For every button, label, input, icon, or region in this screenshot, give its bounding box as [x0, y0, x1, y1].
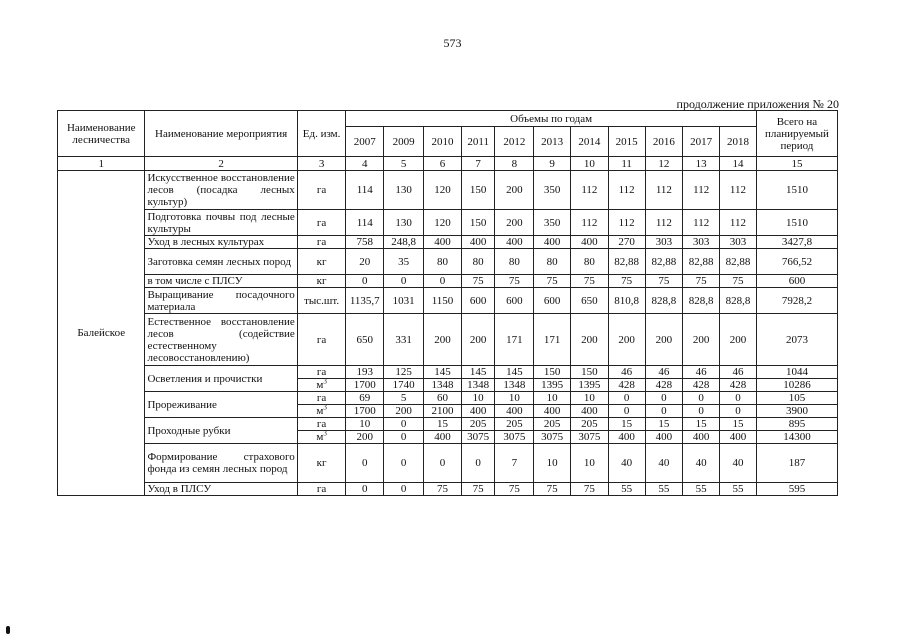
value-cell: 35: [384, 249, 424, 275]
value-cell: 400: [534, 405, 571, 418]
unit-cell: кг: [297, 444, 346, 483]
header-unit: Ед. изм.: [297, 111, 346, 157]
value-cell: 828,8: [645, 288, 683, 314]
value-cell: 60: [424, 392, 462, 405]
unit-cell: га: [297, 210, 346, 236]
total-cell: 1044: [756, 366, 837, 379]
table-row: [58, 236, 838, 249]
value-cell: 1395: [534, 379, 571, 392]
total-cell: 600: [756, 275, 837, 288]
value-cell: 650: [570, 288, 608, 314]
value-cell: 400: [534, 236, 571, 249]
value-cell: 15: [424, 418, 462, 431]
value-cell: 1740: [384, 379, 424, 392]
year-header-cell: 2016: [645, 127, 683, 157]
value-cell: 114: [346, 171, 384, 210]
event-name-cell: Формирование страхового фонда из семян лесных пород: [145, 444, 297, 483]
event-name-cell: Осветления и прочистки: [145, 366, 297, 392]
value-cell: 46: [720, 366, 757, 379]
value-cell: 112: [720, 210, 757, 236]
value-cell: 0: [608, 405, 645, 418]
column-index-row: [58, 157, 838, 171]
table-row: [58, 314, 838, 366]
value-cell: 112: [645, 171, 683, 210]
total-cell: 2073: [756, 314, 837, 366]
value-cell: 200: [683, 314, 720, 366]
value-cell: 650: [346, 314, 384, 366]
value-cell: 40: [645, 444, 683, 483]
value-cell: 3075: [495, 431, 534, 444]
column-index-cell: 13: [683, 157, 720, 171]
value-cell: 200: [424, 314, 462, 366]
total-cell: 105: [756, 392, 837, 405]
value-cell: 0: [384, 431, 424, 444]
value-cell: 3075: [534, 431, 571, 444]
value-cell: 5: [384, 392, 424, 405]
value-cell: 40: [720, 444, 757, 483]
year-header-cell: 2010: [424, 127, 462, 157]
value-cell: 112: [683, 210, 720, 236]
total-cell: 766,52: [756, 249, 837, 275]
value-cell: 20: [346, 249, 384, 275]
value-cell: 80: [534, 249, 571, 275]
value-cell: 80: [570, 249, 608, 275]
value-cell: 303: [645, 236, 683, 249]
value-cell: 75: [683, 275, 720, 288]
year-header-cell: 2011: [461, 127, 494, 157]
column-index-cell: 5: [384, 157, 424, 171]
year-header-cell: 2015: [608, 127, 645, 157]
value-cell: 400: [608, 431, 645, 444]
value-cell: 82,88: [683, 249, 720, 275]
year-header-cell: 2013: [534, 127, 571, 157]
value-cell: 15: [608, 418, 645, 431]
table-row: [58, 210, 838, 236]
value-cell: 75: [720, 275, 757, 288]
value-cell: 2100: [424, 405, 462, 418]
unit-cell: кг: [297, 249, 346, 275]
year-header-cell: 2007: [346, 127, 384, 157]
value-cell: 0: [424, 275, 462, 288]
value-cell: 400: [461, 236, 494, 249]
table-row: [58, 171, 838, 210]
scan-artifact-mark: [6, 626, 10, 634]
value-cell: 400: [461, 405, 494, 418]
value-cell: 10: [495, 392, 534, 405]
value-cell: 0: [346, 483, 384, 496]
value-cell: 75: [461, 275, 494, 288]
total-cell: 187: [756, 444, 837, 483]
column-index-cell: 8: [495, 157, 534, 171]
unit-cell: кг: [297, 275, 346, 288]
header-event: Наименование мероприятия: [145, 111, 297, 157]
column-index-cell: 9: [534, 157, 571, 171]
value-cell: 55: [608, 483, 645, 496]
value-cell: 69: [346, 392, 384, 405]
column-index-cell: 12: [645, 157, 683, 171]
page-number: 573: [443, 36, 462, 50]
column-index-cell: 6: [424, 157, 462, 171]
value-cell: 200: [720, 314, 757, 366]
value-cell: 75: [424, 483, 462, 496]
value-cell: 130: [384, 171, 424, 210]
value-cell: 80: [461, 249, 494, 275]
appendix-continuation-label: продолжение приложения № 20: [676, 97, 839, 111]
value-cell: 145: [424, 366, 462, 379]
value-cell: 428: [720, 379, 757, 392]
value-cell: 193: [346, 366, 384, 379]
value-cell: 112: [570, 210, 608, 236]
value-cell: 400: [570, 405, 608, 418]
unit-cell: га: [297, 366, 346, 379]
value-cell: 400: [683, 431, 720, 444]
year-header-cell: 2014: [570, 127, 608, 157]
superscript-3: 3: [323, 378, 327, 386]
value-cell: 10: [346, 418, 384, 431]
value-cell: 0: [346, 444, 384, 483]
value-cell: 15: [683, 418, 720, 431]
value-cell: 171: [495, 314, 534, 366]
value-cell: 10: [534, 392, 571, 405]
unit-cell: га: [297, 236, 346, 249]
value-cell: 810,8: [608, 288, 645, 314]
value-cell: 0: [384, 444, 424, 483]
value-cell: 150: [534, 366, 571, 379]
value-cell: 15: [645, 418, 683, 431]
value-cell: 75: [570, 275, 608, 288]
value-cell: 75: [495, 483, 534, 496]
value-cell: 112: [645, 210, 683, 236]
column-index-cell: 15: [756, 157, 837, 171]
value-cell: 15: [720, 418, 757, 431]
value-cell: 40: [608, 444, 645, 483]
total-cell: 14300: [756, 431, 837, 444]
value-cell: 1700: [346, 379, 384, 392]
unit-cell: тыс.шт.: [297, 288, 346, 314]
value-cell: 40: [683, 444, 720, 483]
event-name-cell: Уход в ПЛСУ: [145, 483, 297, 496]
value-cell: 46: [645, 366, 683, 379]
value-cell: 0: [384, 483, 424, 496]
column-index-cell: 3: [297, 157, 346, 171]
value-cell: 0: [720, 392, 757, 405]
value-cell: 82,88: [645, 249, 683, 275]
value-cell: 0: [384, 418, 424, 431]
value-cell: 828,8: [720, 288, 757, 314]
table-row: [58, 275, 838, 288]
value-cell: 3075: [461, 431, 494, 444]
value-cell: 75: [461, 483, 494, 496]
superscript-3: 3: [323, 404, 327, 412]
value-cell: 0: [608, 392, 645, 405]
value-cell: 303: [720, 236, 757, 249]
value-cell: 350: [534, 171, 571, 210]
value-cell: 1348: [495, 379, 534, 392]
total-cell: 895: [756, 418, 837, 431]
value-cell: 55: [645, 483, 683, 496]
value-cell: 0: [346, 275, 384, 288]
value-cell: 331: [384, 314, 424, 366]
value-cell: 1348: [461, 379, 494, 392]
value-cell: 7: [495, 444, 534, 483]
value-cell: 3075: [570, 431, 608, 444]
unit-cell: га: [297, 418, 346, 431]
value-cell: 150: [461, 171, 494, 210]
value-cell: 400: [495, 405, 534, 418]
header-row: [58, 111, 838, 127]
table-row: [58, 483, 838, 496]
header-forestry: Наименование лесничества: [58, 111, 145, 157]
event-name-cell: Проходные рубки: [145, 418, 297, 444]
total-cell: 7928,2: [756, 288, 837, 314]
value-cell: 270: [608, 236, 645, 249]
table-row: [58, 366, 838, 379]
value-cell: 0: [424, 444, 462, 483]
value-cell: 0: [645, 405, 683, 418]
value-cell: 600: [461, 288, 494, 314]
value-cell: 428: [645, 379, 683, 392]
value-cell: 114: [346, 210, 384, 236]
value-cell: 205: [495, 418, 534, 431]
value-cell: 130: [384, 210, 424, 236]
value-cell: 600: [495, 288, 534, 314]
table-row: [58, 418, 838, 431]
value-cell: 46: [683, 366, 720, 379]
value-cell: 82,88: [720, 249, 757, 275]
event-name-cell: Искусственное восстановление лесов (посадка лесных культур): [145, 171, 297, 210]
value-cell: 0: [683, 392, 720, 405]
total-cell: 1510: [756, 210, 837, 236]
column-index-cell: 1: [58, 157, 145, 171]
unit-cell: га: [297, 483, 346, 496]
event-name-cell: Заготовка семян лесных пород: [145, 249, 297, 275]
value-cell: 120: [424, 210, 462, 236]
forestry-name-cell: Балейское: [58, 171, 145, 496]
value-cell: 80: [495, 249, 534, 275]
value-cell: 82,88: [608, 249, 645, 275]
value-cell: 248,8: [384, 236, 424, 249]
unit-cell: га: [297, 392, 346, 405]
column-index-cell: 7: [461, 157, 494, 171]
unit-cell: $м^3$: [297, 431, 346, 444]
value-cell: 10: [534, 444, 571, 483]
event-name-cell: в том числе с ПЛСУ: [145, 275, 297, 288]
value-cell: 0: [683, 405, 720, 418]
value-cell: 1700: [346, 405, 384, 418]
value-cell: 200: [570, 314, 608, 366]
value-cell: 200: [645, 314, 683, 366]
total-cell: 1510: [756, 171, 837, 210]
value-cell: 0: [384, 275, 424, 288]
value-cell: 400: [645, 431, 683, 444]
value-cell: 150: [461, 210, 494, 236]
value-cell: 46: [608, 366, 645, 379]
value-cell: 0: [645, 392, 683, 405]
value-cell: 75: [645, 275, 683, 288]
event-name-cell: Выращивание посадочного материала: [145, 288, 297, 314]
unit-cell: га: [297, 171, 346, 210]
value-cell: 205: [534, 418, 571, 431]
value-cell: 205: [461, 418, 494, 431]
value-cell: 75: [534, 275, 571, 288]
event-name-cell: Подготовка почвы под лесные культуры: [145, 210, 297, 236]
value-cell: 1135,7: [346, 288, 384, 314]
year-header-cell: 2018: [720, 127, 757, 157]
value-cell: 145: [461, 366, 494, 379]
table-row: [58, 444, 838, 483]
total-cell: 10286: [756, 379, 837, 392]
value-cell: 171: [534, 314, 571, 366]
total-cell: 3900: [756, 405, 837, 418]
header-volumes-by-year: Объемы по годам: [346, 111, 757, 127]
value-cell: 1031: [384, 288, 424, 314]
unit-cell: $м^3$: [297, 379, 346, 392]
value-cell: 0: [720, 405, 757, 418]
total-cell: 3427,8: [756, 236, 837, 249]
event-name-cell: Уход в лесных культурах: [145, 236, 297, 249]
value-cell: 400: [570, 236, 608, 249]
column-index-cell: 2: [145, 157, 297, 171]
value-cell: 200: [495, 171, 534, 210]
value-cell: 1348: [424, 379, 462, 392]
value-cell: 400: [424, 431, 462, 444]
value-cell: 80: [424, 249, 462, 275]
value-cell: 112: [570, 171, 608, 210]
table-row: [58, 392, 838, 405]
value-cell: 10: [570, 444, 608, 483]
value-cell: 112: [608, 210, 645, 236]
total-cell: 595: [756, 483, 837, 496]
year-header-cell: 2012: [495, 127, 534, 157]
value-cell: 10: [570, 392, 608, 405]
value-cell: 400: [495, 236, 534, 249]
value-cell: 205: [570, 418, 608, 431]
header-total: Всего на планируемый период: [756, 111, 837, 157]
superscript-3: 3: [323, 430, 327, 438]
value-cell: 112: [608, 171, 645, 210]
value-cell: 55: [720, 483, 757, 496]
value-cell: 112: [683, 171, 720, 210]
value-cell: 150: [570, 366, 608, 379]
value-cell: 200: [384, 405, 424, 418]
value-cell: 120: [424, 171, 462, 210]
unit-cell: $м^3$: [297, 405, 346, 418]
table-row: [58, 249, 838, 275]
table-row: [58, 288, 838, 314]
value-cell: 75: [495, 275, 534, 288]
column-index-cell: 11: [608, 157, 645, 171]
value-cell: 1150: [424, 288, 462, 314]
value-cell: 758: [346, 236, 384, 249]
value-cell: 75: [608, 275, 645, 288]
year-header-cell: 2017: [683, 127, 720, 157]
value-cell: 400: [424, 236, 462, 249]
value-cell: 200: [495, 210, 534, 236]
value-cell: 428: [683, 379, 720, 392]
value-cell: 600: [534, 288, 571, 314]
value-cell: 428: [608, 379, 645, 392]
value-cell: 400: [720, 431, 757, 444]
unit-cell: га: [297, 314, 346, 366]
value-cell: 828,8: [683, 288, 720, 314]
value-cell: 145: [495, 366, 534, 379]
value-cell: 112: [720, 171, 757, 210]
value-cell: 303: [683, 236, 720, 249]
value-cell: 0: [461, 444, 494, 483]
event-name-cell: Прореживание: [145, 392, 297, 418]
value-cell: 125: [384, 366, 424, 379]
value-cell: 10: [461, 392, 494, 405]
event-name-cell: Естественное восстановление лесов (содействие естественному лесовосстановлению): [145, 314, 297, 366]
column-index-cell: 14: [720, 157, 757, 171]
value-cell: 55: [683, 483, 720, 496]
value-cell: 1395: [570, 379, 608, 392]
value-cell: 75: [570, 483, 608, 496]
value-cell: 75: [534, 483, 571, 496]
value-cell: 200: [461, 314, 494, 366]
column-index-cell: 10: [570, 157, 608, 171]
value-cell: 200: [346, 431, 384, 444]
year-header-cell: 2009: [384, 127, 424, 157]
value-cell: 350: [534, 210, 571, 236]
forestry-activities-table: [57, 110, 838, 496]
value-cell: 200: [608, 314, 645, 366]
column-index-cell: 4: [346, 157, 384, 171]
